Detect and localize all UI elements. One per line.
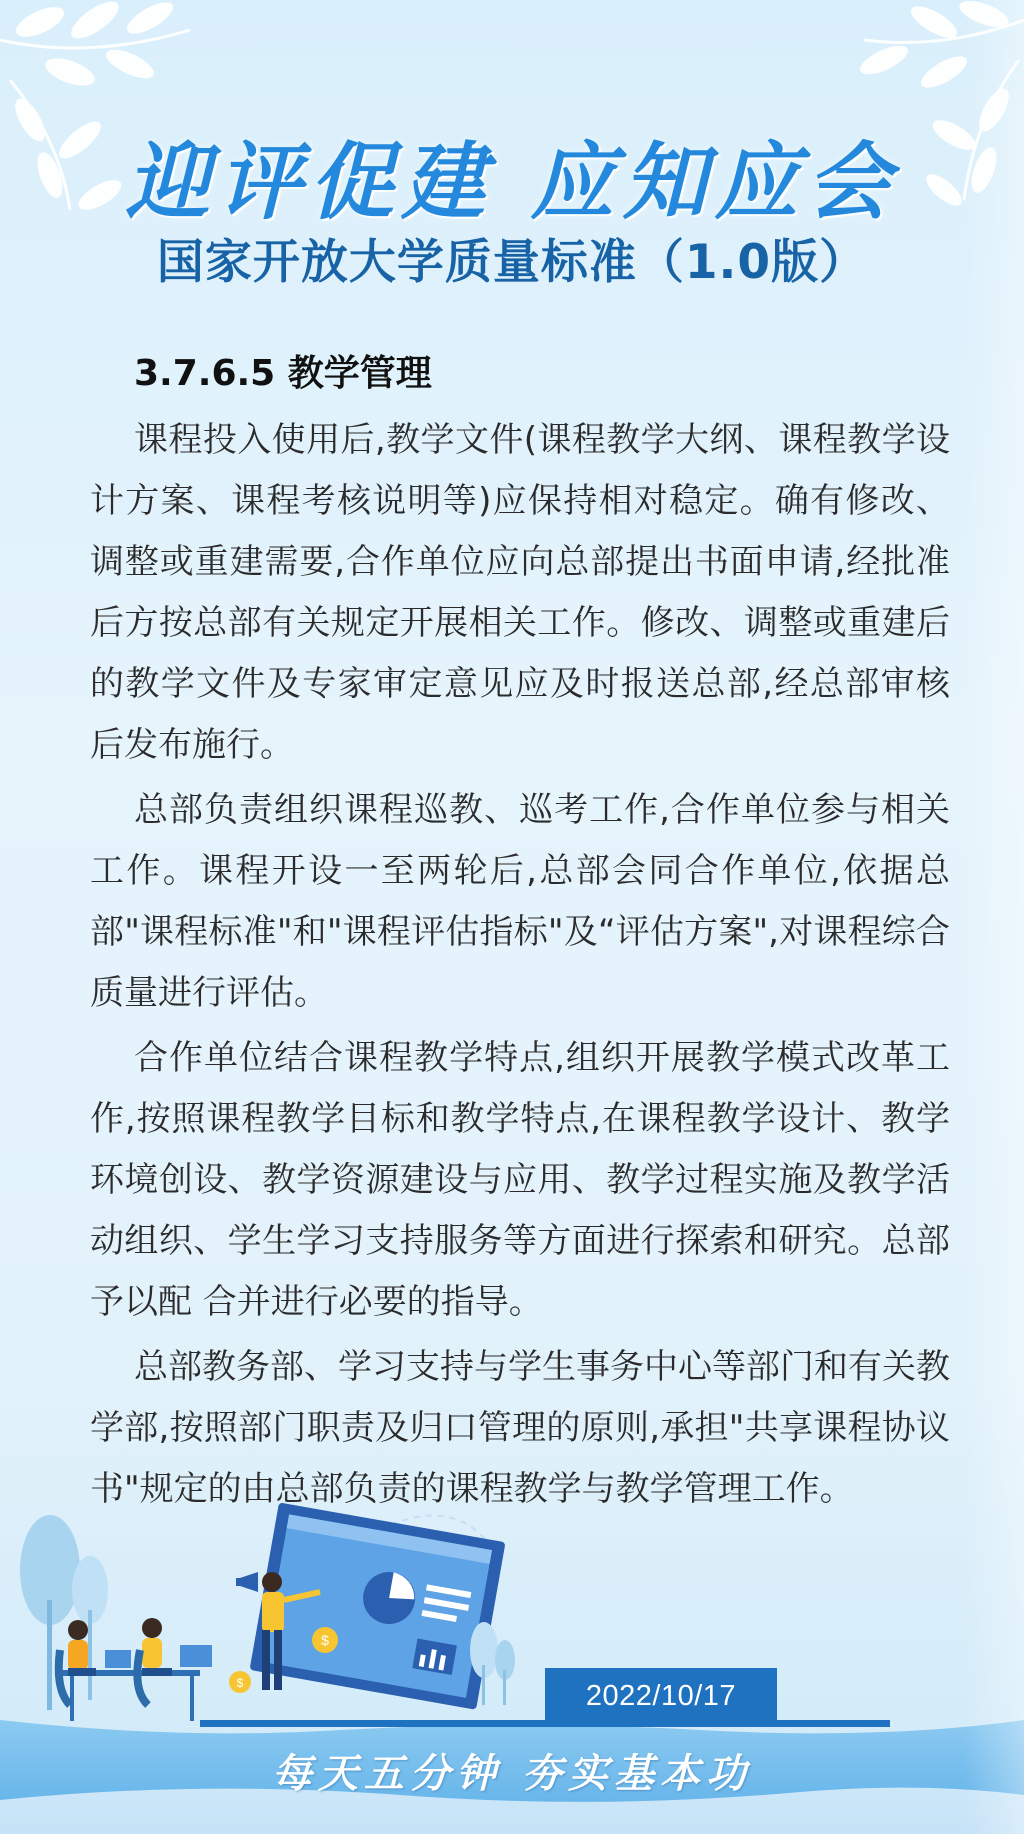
presentation-board-icon <box>250 1502 506 1709</box>
paragraph: 总部负责组织课程巡教、巡考工作,合作单位参与相关工作。课程开设一至两轮后,总部会同合作单位,依据总部"课程标准"和"课程评估指标"及“评估方案",对课程综合质量进行评估。 <box>90 790 950 1013</box>
paragraph: 课程投入使用后,教学文件(课程教学大纲、课程教学设计方案、课程考核说明等)应保持相对稳定。确有修改、调整或重建需要,合作单位应向总部提出书面申请,经批准后方按总部有关规定开展相关工作。修改、调整或重建后的教学文件及专家审定意见应及时报送总部,经总部审核后发布施行。 <box>90 420 950 765</box>
tree-icon <box>20 1515 108 1710</box>
page-subtitle: 国家开放大学质量标准（1.0版） <box>156 235 868 290</box>
megaphone-icon <box>236 1572 258 1592</box>
svg-text:$: $ <box>236 1676 244 1690</box>
svg-text:$: $ <box>321 1632 329 1648</box>
paragraph: 合作单位结合课程教学特点,组织开展教学模式改革工作,按照课程教学目标和教学特点,在课程教学设计、教学环境创设、教学资源建设与应用、教学过程实施及教学活动组织、学生学习支持服务等方面进行探索和研究。总部予以配 合并进行必要的指导。 <box>90 1038 950 1322</box>
headline: 迎评促建 应知应会 <box>125 132 899 231</box>
article <box>90 348 950 1524</box>
date-badge: 2022/10/17 <box>545 1668 777 1724</box>
footer-slogan: 每天五分钟 夯实基本功 <box>272 1750 752 1797</box>
paragraph: 总部教务部、学习支持与学生事务中心等部门和有关教学部,按照部门职责及归口管理的原则,承担"共享课程协议书"规定的由总部负责的课程教学与教学管理工作。 <box>90 1347 950 1509</box>
section-title: 3.7.6.5 教学管理 <box>134 353 432 394</box>
